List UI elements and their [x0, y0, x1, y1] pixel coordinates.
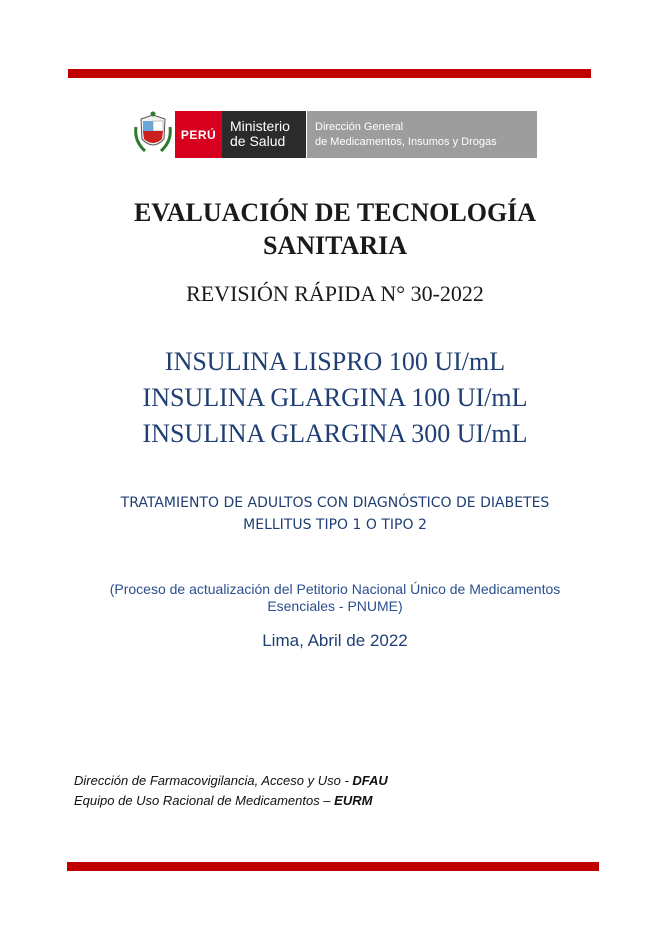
institution-header: [133, 111, 537, 158]
process-line1: (Proceso de actualización del Petitorio Nacional Único de Medicamentos: [109, 581, 561, 597]
directorate-label: [306, 111, 537, 158]
document-date: Lima, Abril de 2022: [262, 631, 408, 650]
footer-line1-text: Dirección de Farmacovigilancia, Acceso y Uso -: [74, 773, 353, 788]
treatment-line1: TRATAMIENTO DE ADULTOS CON DIAGNÓSTICO DE DIABETES: [120, 495, 550, 511]
ministry-label: [222, 111, 306, 158]
directorate-line2: de Medicamentos, Insumos y Drogas: [315, 136, 497, 148]
process-line2: Esenciales - PNUME): [267, 598, 403, 614]
treatment-description: [0, 492, 659, 536]
ministry-line1: Ministerio: [230, 118, 290, 134]
revision-number: REVISIÓN RÁPIDA N° 30-2022: [186, 281, 484, 306]
footer-line1-acronym: DFAU: [352, 773, 388, 788]
footer-credits: [74, 771, 388, 811]
peru-label: PERÚ: [175, 111, 222, 158]
footer-line2-text: Equipo de Uso Racional de Medicamentos –: [74, 793, 335, 808]
directorate-line1: Dirección General: [315, 121, 404, 133]
document-title: [0, 196, 659, 262]
drug-item-2: INSULINA GLARGINA 100 UI/mL: [142, 383, 528, 412]
bottom-divider-bar: [67, 862, 599, 871]
ministry-line2: de Salud: [230, 133, 286, 149]
national-crest-icon: [133, 111, 173, 158]
drug-item-1: INSULINA LISPRO 100 UI/mL: [164, 347, 506, 376]
treatment-line2: MELLITUS TIPO 1 O TIPO 2: [243, 517, 427, 533]
process-note: [0, 581, 659, 615]
drug-list: [0, 344, 659, 452]
title-line1: EVALUACIÓN DE TECNOLOGÍA: [133, 198, 537, 227]
footer-line2: [74, 791, 388, 811]
drug-item-3: INSULINA GLARGINA 300 UI/mL: [142, 419, 528, 448]
top-divider-bar: [68, 69, 591, 78]
title-line2: SANITARIA: [263, 231, 407, 260]
footer-line2-acronym: EURM: [334, 793, 373, 808]
footer-line1: [74, 771, 388, 791]
